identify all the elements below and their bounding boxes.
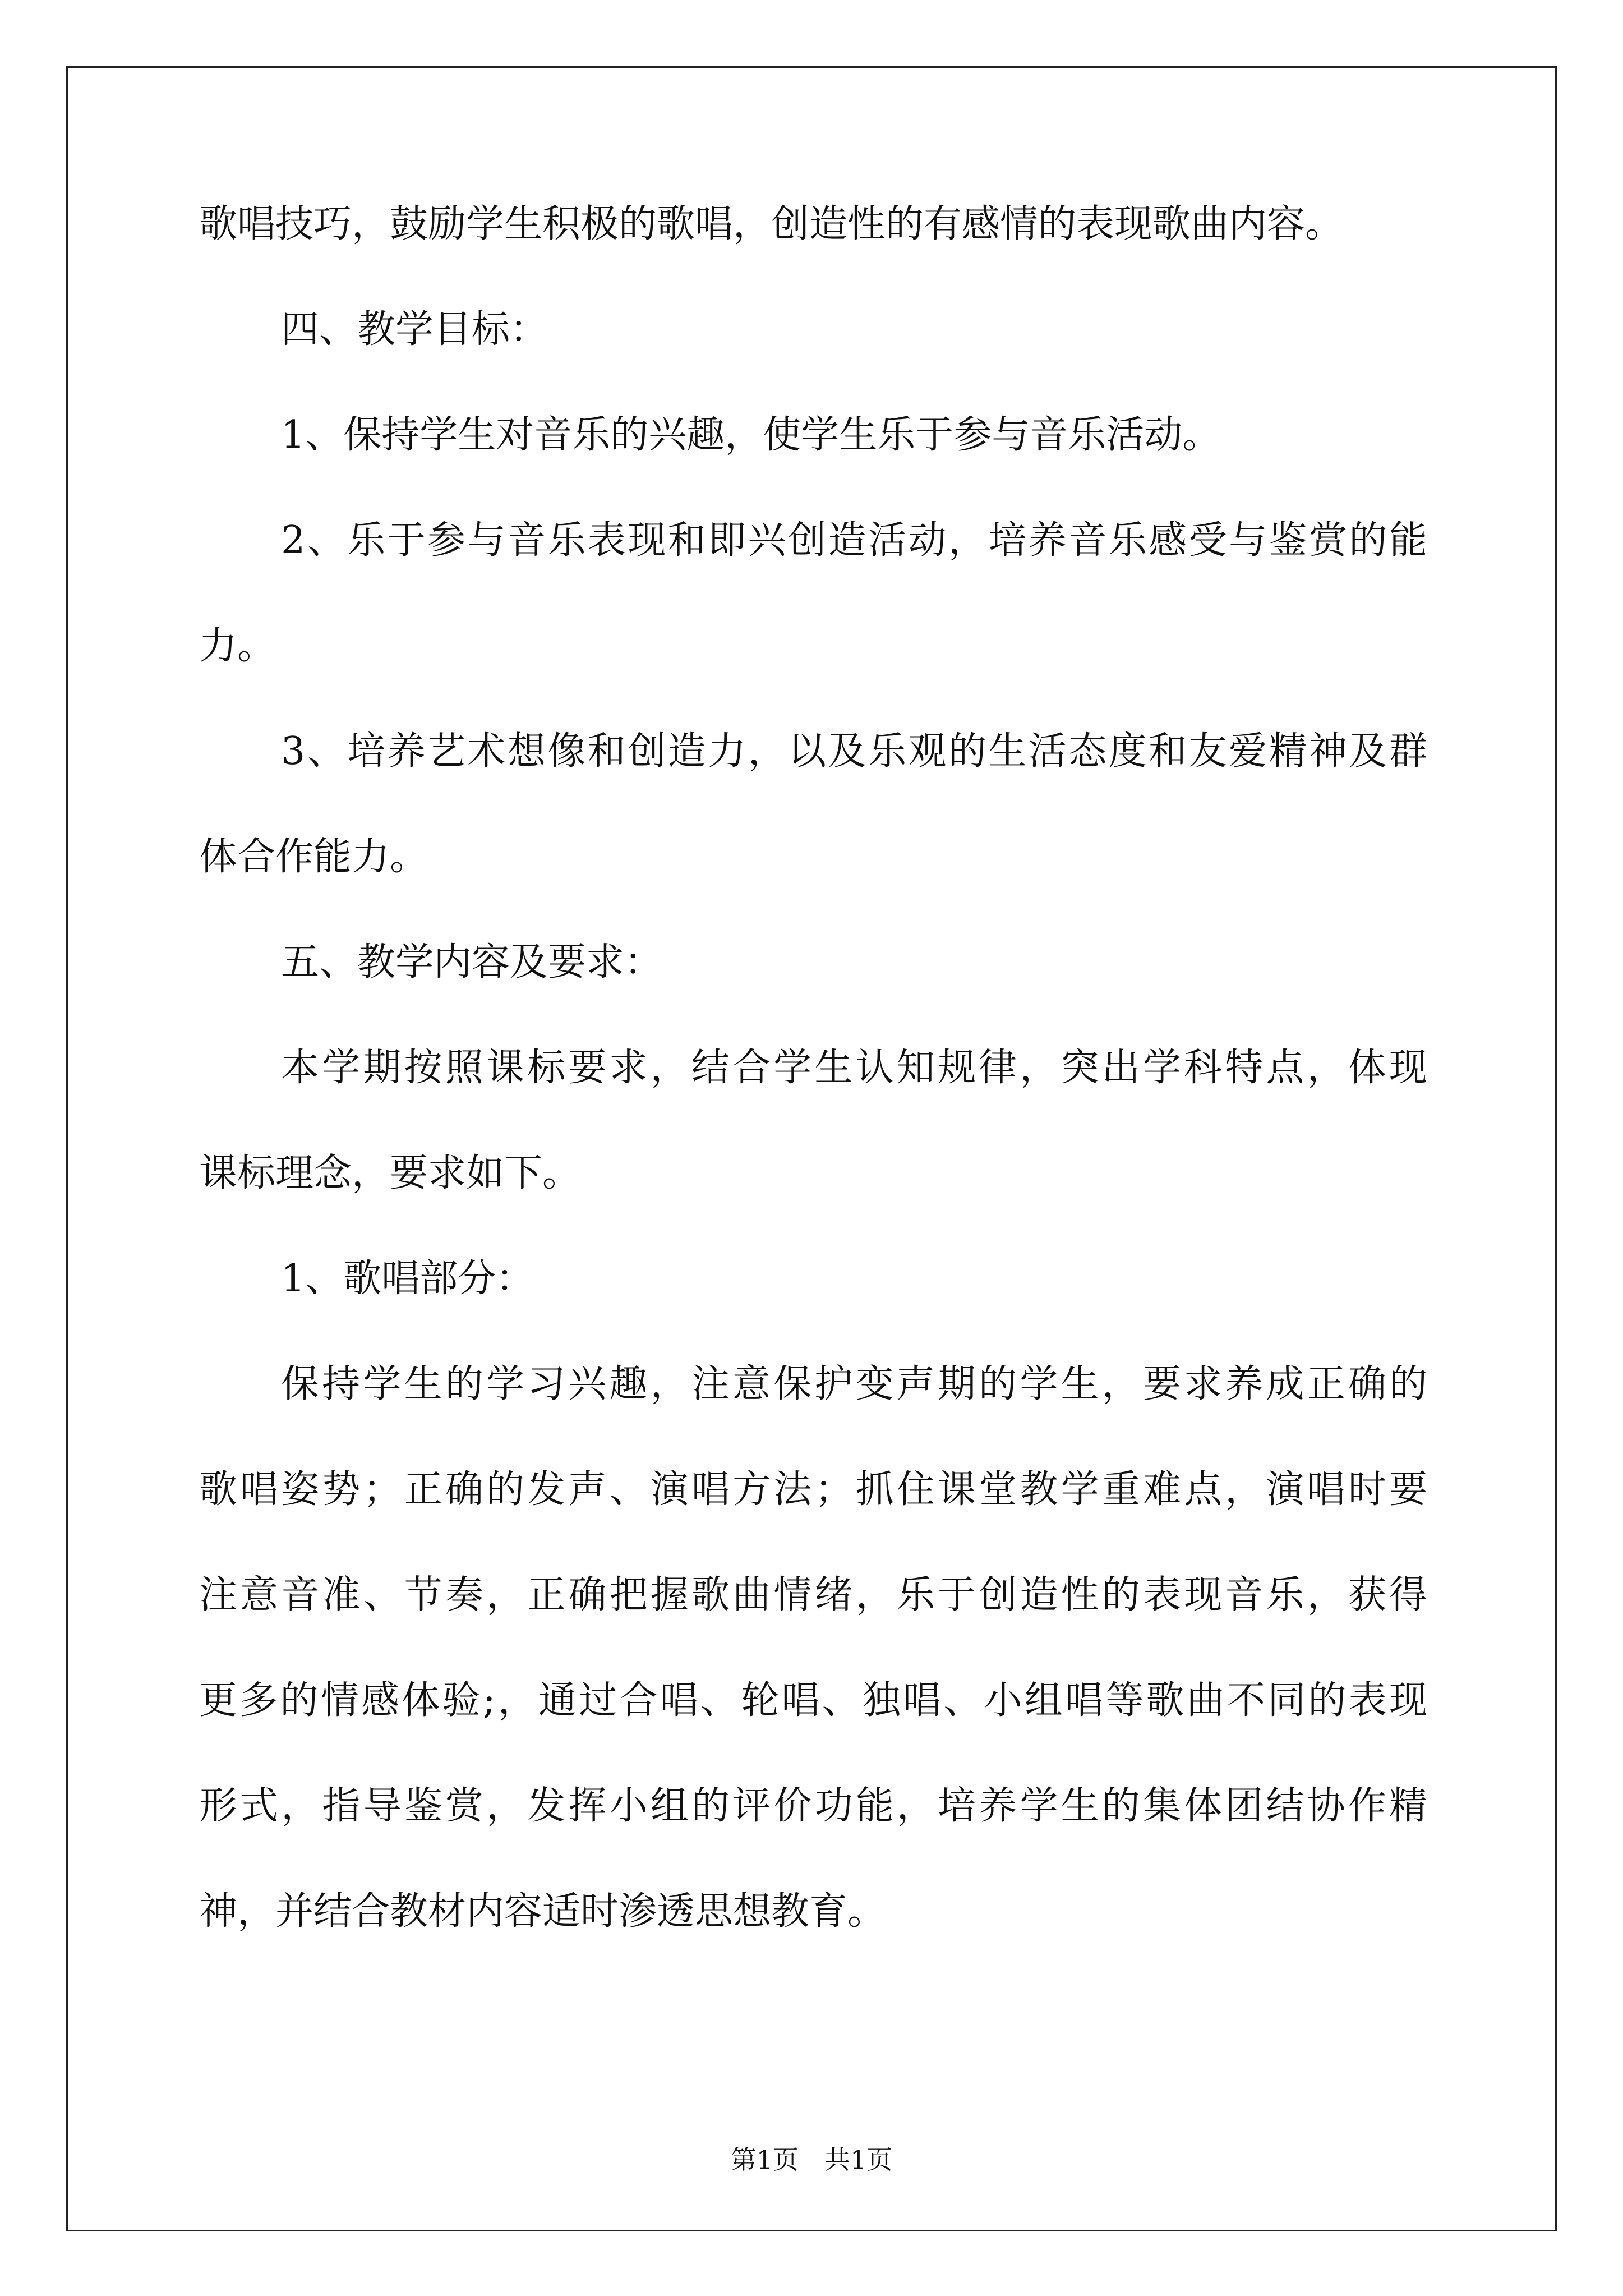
- singing-paragraph-line-2: 歌唱姿势；正确的发声、演唱方法；抓住课堂教学重难点，演唱时要: [199, 1467, 1427, 1512]
- objective-3-line-2: 体合作能力。: [199, 835, 428, 879]
- singing-paragraph-line-6: 神，并结合教材内容适时渗透思想教育。: [199, 1889, 886, 1934]
- page-footer: 第1页 共1页: [730, 2145, 893, 2175]
- section-heading-content: 五、教学内容及要求：: [281, 940, 663, 984]
- objective-2-line-1: 2、乐于参与音乐表现和即兴创造活动，培养音乐感受与鉴赏的能: [281, 518, 1427, 563]
- objective-3-line-1: 3、培养艺术想像和创造力，以及乐观的生活态度和友爱精神及群: [281, 729, 1427, 774]
- content-intro-line-1: 本学期按照课标要求，结合学生认知规律，突出学科特点，体现: [281, 1046, 1427, 1090]
- singing-paragraph-line-1: 保持学生的学习兴趣，注意保护变声期的学生，要求养成正确的: [281, 1362, 1427, 1406]
- subsection-heading-singing: 1、歌唱部分：: [281, 1257, 534, 1301]
- singing-paragraph-line-5: 形式，指导鉴赏，发挥小组的评价功能，培养学生的集体团结协作精: [199, 1784, 1427, 1828]
- objective-2-line-2: 力。: [199, 624, 276, 668]
- singing-paragraph-line-3: 注意音准、节奏，正确把握歌曲情绪，乐于创造性的表现音乐，获得: [199, 1573, 1427, 1617]
- text-line-1: 歌唱技巧，鼓励学生积极的歌唱，创造性的有感情的表现歌曲内容。: [199, 202, 1344, 246]
- singing-paragraph-line-4: 更多的情感体验;，通过合唱、轮唱、独唱、小组唱等歌曲不同的表现: [199, 1678, 1427, 1723]
- objective-1: 1、保持学生对音乐的兴趣，使学生乐于参与音乐活动。: [281, 413, 1221, 457]
- section-heading-objectives: 四、教学目标：: [281, 307, 548, 352]
- content-intro-line-2: 课标理念，要求如下。: [199, 1151, 581, 1195]
